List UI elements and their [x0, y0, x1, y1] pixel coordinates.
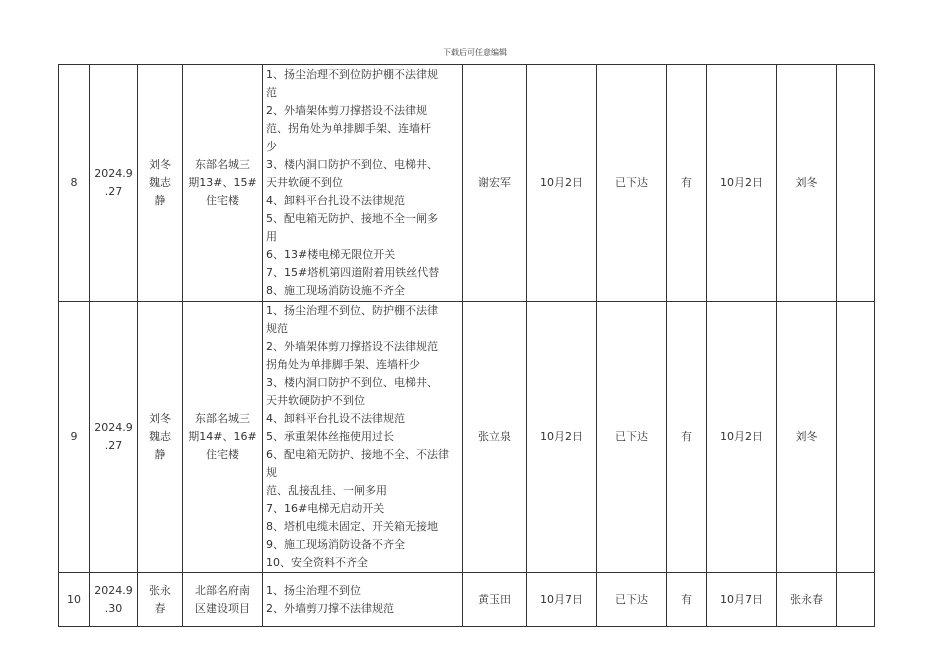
row-number-cell — [59, 65, 90, 302]
row-number-text: 10 — [67, 592, 81, 606]
table-body — [59, 65, 875, 627]
issue-line: 3、楼内洞口防护不到位、电梯井、 — [266, 376, 438, 389]
project-name-text: 区建设项目 — [195, 601, 250, 615]
inspectors-text: 魏志 — [149, 430, 171, 443]
reviewer-text: 刘冬 — [795, 430, 818, 443]
notice-status-cell — [597, 65, 667, 302]
page-header-note: 下载后可任意编辑 — [443, 48, 507, 57]
rectified-flag-text: 有 — [681, 592, 692, 606]
issue-line: 6、13#楼电梯无限位开关 — [266, 248, 396, 261]
project-name-text: 东部名城三 — [195, 158, 250, 171]
issue-line: 5、承重架体丝拖使用过长 — [266, 430, 394, 443]
rectified-flag-text: 有 — [681, 176, 692, 189]
issue-line: 用 — [266, 230, 277, 243]
rectification-deadline-cell — [527, 302, 597, 573]
inspectors-text: 静 — [154, 194, 166, 207]
table-row — [59, 302, 875, 573]
issue-line: 10、安全资料不齐全 — [266, 556, 368, 569]
notice-status-cell — [597, 573, 667, 627]
inspectors-cell — [138, 302, 183, 573]
project-name-text: 北部名府南 — [195, 583, 250, 597]
reviewer-text: 刘冬 — [795, 176, 818, 189]
issue-line: 范、乱接乱挂、一闸多用 — [266, 484, 387, 497]
issue-line: 4、卸料平台扎设不法律规范 — [266, 194, 405, 207]
inspection-date-text: .27 — [104, 185, 123, 198]
review-date-cell — [707, 573, 777, 627]
issue-line: 1、扬尘治理不到位 — [266, 583, 361, 597]
issue-line: 规范 — [266, 322, 288, 335]
rectification-deadline-text: 10月2日 — [540, 176, 583, 189]
issue-line: 8、施工现场消防设施不齐全 — [266, 284, 405, 297]
issue-line: 7、15#塔机第四道附着用铁丝代替 — [266, 266, 440, 279]
reviewer-cell — [777, 302, 837, 573]
inspection-date-text: .30 — [104, 601, 123, 615]
rectification-deadline-text: 10月7日 — [540, 592, 583, 606]
rectification-deadline-text: 10月2日 — [540, 430, 583, 443]
table-row — [59, 573, 875, 627]
project-name-text: 期13#、15# — [188, 176, 257, 189]
row-number-text: 9 — [70, 430, 78, 443]
rectified-flag-cell — [667, 302, 707, 573]
issues-list-cell — [263, 65, 463, 302]
inspectors-text: 刘冬 — [149, 412, 171, 425]
inspectors-cell — [138, 65, 183, 302]
inspection-date-cell — [90, 65, 138, 302]
inspection-records-table — [58, 64, 875, 627]
issue-line: 2、外墙架体剪刀撑搭设不法律规范 — [266, 340, 438, 353]
rectified-flag-cell — [667, 573, 707, 627]
review-date-text: 10月2日 — [720, 176, 763, 189]
remarks-cell — [837, 302, 875, 573]
responsible-person-cell — [463, 573, 527, 627]
rectified-flag-text: 有 — [681, 430, 692, 443]
issue-line: 3、楼内洞口防护不到位、电梯井、 — [266, 158, 438, 171]
reviewer-cell — [777, 573, 837, 627]
responsible-person-text: 黄玉田 — [478, 592, 511, 606]
responsible-person-text: 谢宏军 — [478, 176, 511, 189]
row-number-text: 8 — [70, 176, 78, 189]
responsible-person-text: 张立泉 — [478, 430, 511, 443]
review-date-cell — [707, 302, 777, 573]
project-name-cell — [183, 302, 263, 573]
reviewer-cell — [777, 65, 837, 302]
inspectors-cell — [138, 573, 183, 627]
inspection-date-text: 2024.9 — [94, 583, 133, 597]
inspectors-text: 静 — [154, 448, 166, 461]
rectification-deadline-cell — [527, 65, 597, 302]
responsible-person-cell — [463, 302, 527, 573]
inspectors-text: 刘冬 — [149, 158, 171, 171]
project-name-text: 住宅楼 — [206, 194, 239, 207]
issue-line: 1、扬尘治理不到位防护棚不法律规 — [266, 68, 438, 81]
row-number-cell — [59, 302, 90, 573]
inspection-date-cell — [90, 302, 138, 573]
inspectors-text: 张永 — [149, 583, 171, 597]
issue-line: 范 — [266, 86, 277, 99]
issue-line: 少 — [266, 140, 277, 153]
project-name-cell — [183, 65, 263, 302]
inspection-date-text: 2024.9 — [94, 421, 133, 434]
project-name-cell — [183, 573, 263, 627]
issue-line: 5、配电箱无防护、接地不全一闸多 — [266, 212, 438, 225]
issue-line: 拐角处为单排脚手架、连墙杆少 — [266, 358, 420, 371]
issue-line: 8、塔机电缆未固定、开关箱无接地 — [266, 520, 438, 533]
reviewer-text: 张永春 — [790, 592, 823, 606]
issue-line: 2、外墙架体剪刀撑搭设不法律规 — [266, 104, 427, 117]
inspection-date-text: .27 — [104, 439, 123, 452]
remarks-cell — [837, 573, 875, 627]
notice-status-text: 已下达 — [615, 592, 648, 606]
review-date-text: 10月2日 — [720, 430, 763, 443]
issue-line: 4、卸料平台扎设不法律规范 — [266, 412, 405, 425]
issue-line: 6、配电箱无防护、接地不全、不法律规 — [266, 448, 449, 479]
responsible-person-cell — [463, 65, 527, 302]
notice-status-text: 已下达 — [615, 430, 648, 443]
issue-line: 9、施工现场消防设备不齐全 — [266, 538, 405, 551]
review-date-text: 10月7日 — [720, 592, 763, 606]
row-number-cell — [59, 573, 90, 627]
inspectors-text: 春 — [154, 601, 166, 615]
inspection-date-text: 2024.9 — [94, 167, 133, 180]
issue-line: 1、扬尘治理不到位、防护棚不法律 — [266, 304, 438, 317]
issue-line: 天井软硬不到位 — [266, 176, 343, 189]
project-name-text: 东部名城三 — [195, 412, 250, 425]
table-row — [59, 65, 875, 302]
notice-status-text: 已下达 — [615, 176, 648, 189]
rectification-deadline-cell — [527, 573, 597, 627]
notice-status-cell — [597, 302, 667, 573]
rectified-flag-cell — [667, 65, 707, 302]
inspection-date-cell — [90, 573, 138, 627]
issue-line: 2、外墙剪刀撑不法律规范 — [266, 601, 394, 615]
issue-line: 7、16#电梯无启动开关 — [266, 502, 385, 515]
issues-list-cell — [263, 573, 463, 627]
remarks-cell — [837, 65, 875, 302]
review-date-cell — [707, 65, 777, 302]
project-name-text: 期14#、16# — [188, 430, 257, 443]
issue-line: 范、拐角处为单排脚手架、连墙杆 — [266, 122, 431, 135]
project-name-text: 住宅楼 — [206, 448, 239, 461]
issue-line: 天井软硬防护不到位 — [266, 394, 365, 407]
inspectors-text: 魏志 — [149, 176, 171, 189]
issues-list-cell — [263, 302, 463, 573]
